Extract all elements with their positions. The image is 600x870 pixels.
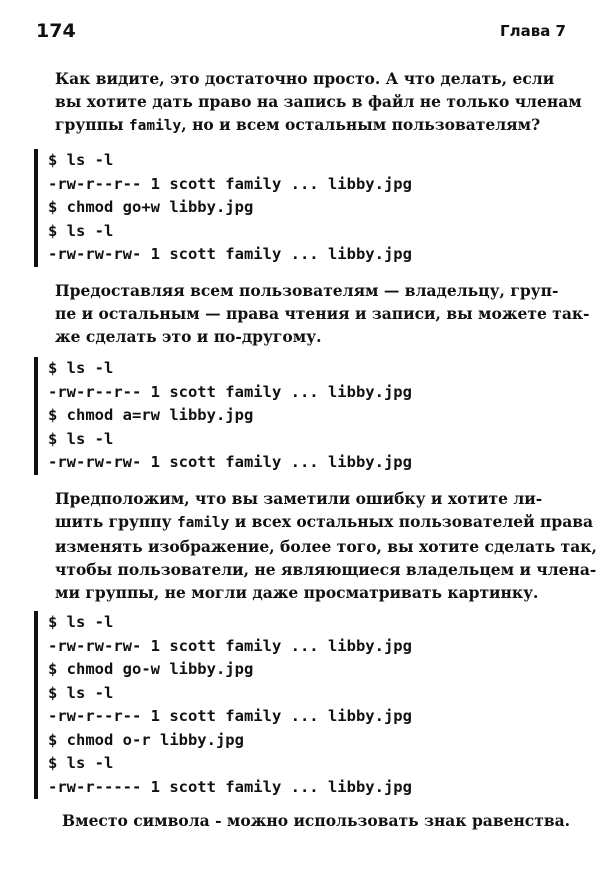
code-block-2 (34, 357, 548, 475)
code-line: $ ls -l (48, 359, 114, 377)
code-line: $ ls -l (48, 151, 114, 169)
code-block-3 (34, 611, 548, 799)
paragraph-line: пе и остальным — права чтения и записи, вы можете так- (55, 304, 590, 323)
final-paragraph: Вместо символа - можно использовать знак равенства. (62, 811, 571, 830)
page-number: 174 (36, 20, 76, 42)
code-line: $ ls -l (48, 221, 114, 240)
code-line: $ ls -l (48, 754, 114, 772)
code-line: -rw-rw-rw- 1 scott family ... libby.jpg (48, 636, 412, 655)
code-block-1 (34, 149, 548, 267)
text-fragment: , но и всем остальным пользователям? (181, 115, 541, 134)
code-line: $ chmod go+w libby.jpg (48, 198, 254, 216)
paragraph-2 (55, 279, 590, 348)
inline-code: family (176, 515, 230, 531)
paragraph-line: ми группы, не могли даже просматривать картинку. (55, 583, 539, 602)
code-line: $ chmod a=rw libby.jpg (48, 406, 254, 424)
paragraph-1 (55, 67, 582, 138)
paragraph-line: вы хотите дать право на запись в файл не только членам (55, 92, 582, 111)
code-line: -rw-r--r-- 1 scott family ... libby.jpg (48, 174, 412, 193)
paragraph-line: Предоставляя всем пользователям — владельцу, груп- (55, 281, 559, 300)
paragraph-line: изменять изображение, более того, вы хотите сделать так, (55, 537, 597, 556)
paragraph-3 (55, 487, 597, 604)
code-line: $ ls -l (48, 429, 114, 448)
inline-code: family (128, 118, 182, 134)
code-line: -rw-r--r-- 1 scott family ... libby.jpg (48, 707, 412, 725)
paragraph-line (55, 510, 594, 535)
chapter-title: Глава 7 (500, 22, 566, 40)
paragraph-line (55, 113, 567, 138)
code-line: $ chmod go-w libby.jpg (48, 660, 254, 678)
page-header (0, 0, 600, 40)
paragraph-line: Как видите, это достаточно просто. А что делать, если (55, 69, 555, 88)
code-line: $ ls -l (48, 683, 114, 702)
code-line: -rw-rw-rw- 1 scott family ... libby.jpg (48, 245, 412, 263)
paragraph-line: чтобы пользователи, не являющиеся владельцем и члена- (55, 560, 597, 579)
paragraph-line: Предположим, что вы заметили ошибку и хотите ли- (55, 489, 543, 508)
code-line: -rw-r--r-- 1 scott family ... libby.jpg (48, 382, 412, 401)
code-line: -rw-rw-rw- 1 scott family ... libby.jpg (48, 453, 412, 471)
code-line: $ chmod o-r libby.jpg (48, 730, 244, 749)
text-fragment: группы (55, 115, 129, 134)
code-line: $ ls -l (48, 613, 114, 631)
text-fragment: и всех остальных пользователей права (229, 512, 594, 531)
paragraph-line: же сделать это и по-другому. (55, 327, 322, 346)
code-line: -rw-r----- 1 scott family ... libby.jpg (48, 777, 412, 796)
text-fragment: шить группу (55, 512, 177, 531)
